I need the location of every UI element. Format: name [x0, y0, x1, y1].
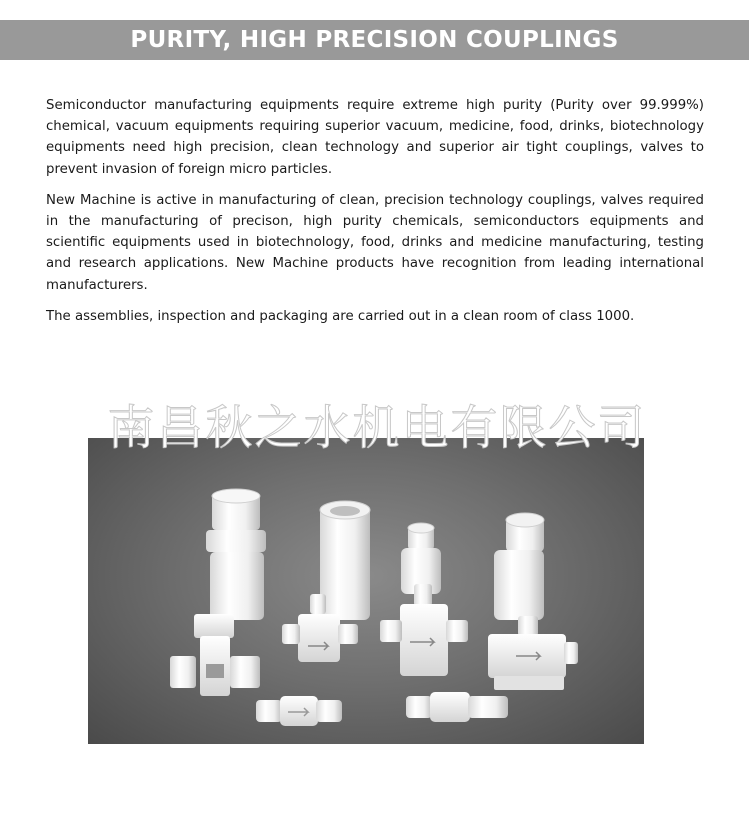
paragraph-cleanroom: The assemblies, inspection and packaging are carried out in a clean room of class 1000.	[46, 308, 635, 324]
large-coupling-left	[206, 489, 266, 620]
flanged-valve-right	[488, 616, 578, 690]
couplings-illustration	[88, 438, 644, 744]
paragraph-purity: Semiconductor manufacturing equipments require extreme high purity (Purity over 99.999%) chemical, vacuum equipments requiring superior vacuum, medicine, food, drinks, biotechnology equipments need high precision, clean technology and superior air tight couplings, valves to prevent invasion of foreign micro particles.	[46, 98, 704, 177]
check-valve-front-left	[256, 696, 342, 726]
product-photo	[88, 438, 644, 744]
company-watermark: 南昌秋之水机电有限公司	[107, 401, 647, 456]
small-coupling	[401, 523, 441, 594]
page-title: PURITY, HIGH PRECISION COUPLINGS	[130, 27, 619, 53]
medium-valve	[380, 584, 468, 676]
paragraph-company: New Machine is active in manufacturing of clean, precision technology couplings, valves required in the manufacturing of precison, high purity chemicals, semiconductors equipments and scientific equipments used in biotechnology, food, drinks and medicine manufacturing, testing and research applications. New Machine products have recognition from leading international manufacturers.	[46, 192, 704, 293]
medium-coupling-center	[320, 501, 370, 620]
body-text	[46, 95, 704, 337]
title-banner	[0, 20, 749, 60]
large-coupling-right	[494, 513, 544, 620]
diaphragm-valve-left	[170, 614, 260, 696]
check-valve-front-right	[406, 692, 508, 722]
